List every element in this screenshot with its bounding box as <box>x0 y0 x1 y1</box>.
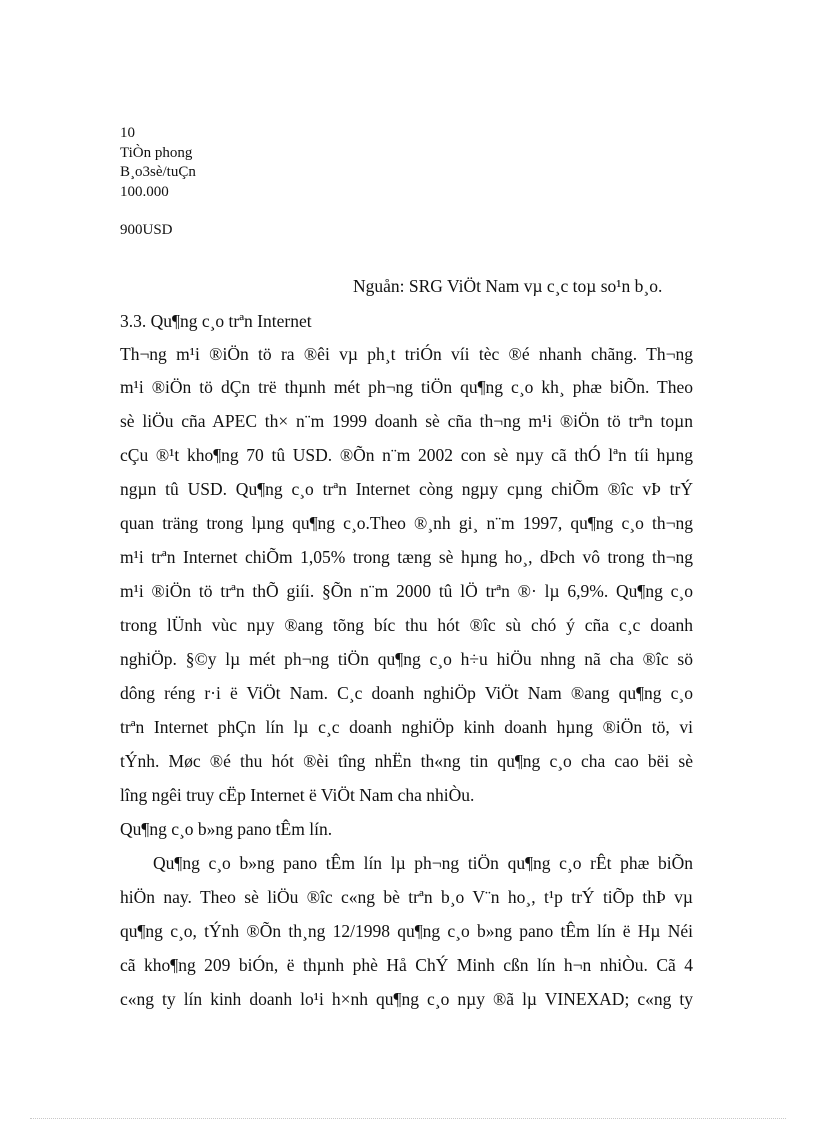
paragraph-line: hiÖn nay. Theo sè liÖu ®îc c«ng bè trªn b¸o V¨n ho¸, t¹p trÝ tiÕp thÞ vµ <box>120 887 693 907</box>
list-line-3: B¸o3sè/tuÇn <box>120 164 196 180</box>
paragraph-line-indented: Qu¶ng c¸o b»ng pano tÊm lín lµ ph¬ng tiÖn qu¶ng c¸o rÊt phæ biÕn <box>153 853 693 873</box>
section-heading: 3.3. Qu¶ng c¸o trªn Internet <box>120 311 312 331</box>
list-line-5: 900USD <box>120 222 173 238</box>
source-note: Nguån: SRG ViÖt Nam vµ c¸c toµ so¹n b¸o. <box>353 276 663 296</box>
paragraph-line: qu¶ng c¸o, tÝnh ®Õn th¸ng 12/1998 qu¶ng c¸o b»ng pano tÊm lín ë Hµ Néi <box>120 921 693 941</box>
paragraph-line: m¹i trªn Internet chiÕm 1,05% trong tæng sè hµng ho¸, dÞch vô trong th¬ng <box>120 547 693 567</box>
subheading: Qu¶ng c¸o b»ng pano tÊm lín. <box>120 819 333 839</box>
list-line-1: 10 <box>120 125 135 141</box>
paragraph-line: quan träng trong lµng qu¶ng c¸o.Theo ®¸nh gi¸ n¨m 1997, qu¶ng c¸o th¬ng <box>120 513 693 533</box>
list-line-4: 100.000 <box>120 184 169 200</box>
paragraph-line: cÇu ®¹t kho¶ng 70 tû USD. ®Õn n¨m 2002 con sè nµy cã thÓ lªn tíi hµng <box>120 445 693 465</box>
paragraph-line: ngµn tû USD. Qu¶ng c¸o trªn Internet còng ngµy cµng chiÕm ®îc vÞ trÝ <box>120 479 693 499</box>
paragraph-line: dông réng r·i ë ViÖt Nam. C¸c doanh nghiÖp ViÖt Nam ®ang qu¶ng c¸o <box>120 683 693 703</box>
list-line-2: TiÒn phong <box>120 145 193 161</box>
paragraph-line-last: lîng ngêi truy cËp Internet ë ViÖt Nam cha nhiÒu. <box>120 785 475 805</box>
paragraph-line: cã kho¶ng 209 biÓn, ë thµnh phè Hå ChÝ Minh cßn lín h¬n nhiÒu. Cã 4 <box>120 955 693 975</box>
paragraph-line: tÝnh. Møc ®é thu hót ®èi tîng nhËn th«ng tin qu¶ng c¸o cha cao bëi sè <box>120 751 693 771</box>
paragraph-line: trong lÜnh vùc nµy ®ang tõng bíc thu hót ®îc sù chó ý cña c¸c doanh <box>120 615 693 635</box>
page-bottom-rule <box>30 1118 786 1119</box>
paragraph-line: Th¬ng m¹i ®iÖn tö ra ®êi vµ ph¸t triÓn víi tèc ®é nhanh chãng. Th¬ng <box>120 344 693 364</box>
paragraph-line: c«ng ty lín kinh doanh lo¹i h×nh qu¶ng c¸o nµy ®ã lµ VINEXAD; c«ng ty <box>120 989 693 1009</box>
paragraph-line: nghiÖp. §©y lµ mét ph¬ng tiÖn qu¶ng c¸o h÷u hiÖu nhng nã cha ®îc sö <box>120 649 693 669</box>
paragraph-line: sè liÖu cña APEC th× n¨m 1999 doanh sè cña th¬ng m¹i ®iÖn tö trªn toµn <box>120 411 693 431</box>
paragraph-line: m¹i ®iÖn tö trªn thÕ giíi. §Õn n¨m 2000 tû lÖ trªn ®· lµ 6,9%. Qu¶ng c¸o <box>120 581 693 601</box>
paragraph-line: trªn Internet phÇn lín lµ c¸c doanh nghiÖp kinh doanh hµng ®iÖn tö, vi <box>120 717 693 737</box>
paragraph-line: m¹i ®iÖn tö dÇn trë thµnh mét ph¬ng tiÖn qu¶ng c¸o kh¸ phæ biÕn. Theo <box>120 377 693 397</box>
